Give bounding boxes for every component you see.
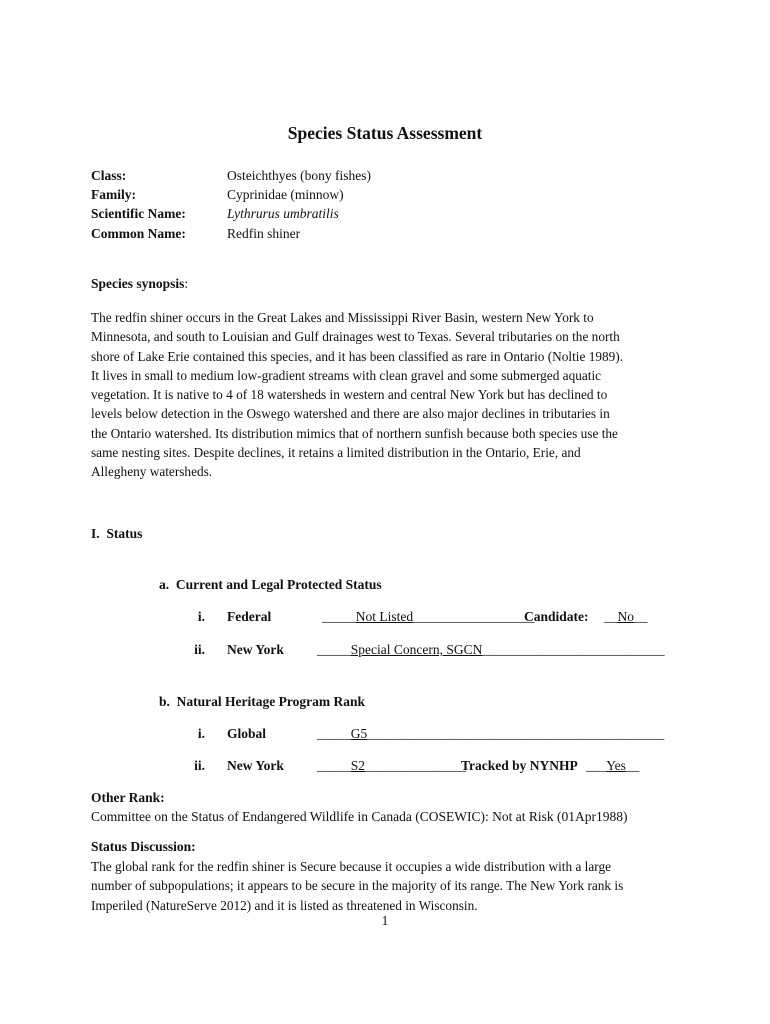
roman-numeral: ii. [194, 758, 205, 773]
section-title: Status [106, 526, 143, 541]
new-york-rank-value: S2 [350, 758, 366, 773]
page-title: Species Status Assessment [287, 123, 483, 143]
paragraph-line: It lives in small to medium low-gradient streams with clean gravel and some submerged aquatic [91, 367, 602, 383]
blank-line: __ [634, 609, 648, 624]
subsection-letter: a. [159, 577, 170, 592]
blank-line: ____________________________________________ [367, 726, 665, 741]
fact-value: Osteichthyes (bony fishes) [227, 168, 371, 183]
section-number: I. [91, 526, 100, 541]
synopsis-heading [91, 276, 188, 292]
new-york-rank-field [317, 758, 466, 774]
blank-line: __ [625, 758, 640, 773]
paragraph-line: vegetation. It is native to 4 of 18 watersheds in western and central New York but has declined to [91, 387, 608, 403]
candidate-value: No [617, 609, 634, 624]
status-discussion-paragraph [91, 857, 691, 915]
paragraph-line: shore of Lake Erie contained this species, and it has been classified as rare in Ontario (Noltie 1989). [91, 348, 624, 364]
new-york-label: New York [227, 642, 284, 657]
blank-line: _____ [322, 609, 356, 624]
global-label: Global [227, 726, 267, 741]
blank-line: _______________ [365, 758, 467, 773]
subsection-title: Current and Legal Protected Status [175, 577, 382, 592]
status-discussion-heading: Status Discussion: [91, 839, 196, 854]
paragraph-line: The global rank for the redfin shiner is Secure because it occupies a wide distribution with a large [91, 859, 612, 874]
tracked-label: Tracked by NYNHP [461, 758, 578, 773]
global-rank-field [317, 726, 664, 742]
blank-line: __ [604, 609, 618, 624]
subsection-b-heading [159, 694, 365, 710]
blank-line: _____ [317, 758, 351, 773]
fact-label: Scientific Name: [91, 206, 186, 221]
page-number: 1 [381, 913, 389, 928]
fact-value: Cyprinidae (minnow) [227, 187, 344, 202]
roman-numeral: i. [197, 609, 205, 624]
fact-label: Common Name: [91, 226, 186, 241]
fact-value: Redfin shiner [227, 226, 301, 241]
paragraph-line: The redfin shiner occurs in the Great Lakes and Mississippi River Basin, western New York to [91, 310, 594, 325]
paragraph-line: Allegheny watersheds. [91, 464, 213, 480]
subsection-title: Natural Heritage Program Rank [176, 694, 365, 709]
roman-numeral: i. [197, 726, 205, 741]
roman-numeral: ii. [194, 642, 205, 657]
status-section-heading [91, 526, 142, 542]
tracked-value: Yes [606, 758, 626, 773]
federal-status-field [322, 609, 535, 625]
candidate-label: Candidate: [524, 609, 589, 624]
paragraph-line: the Ontario watershed. Its distribution mimics that of northern sunfish because both species use the [91, 425, 618, 441]
blank-line: _____ [317, 642, 351, 657]
blank-line: _____ [317, 726, 351, 741]
paragraph-line: same nesting sites. Despite declines, it retains a limited distribution in the Ontario, Erie, and [91, 445, 581, 461]
federal-label: Federal [227, 609, 272, 624]
federal-status-value: Not Listed [355, 609, 414, 624]
subsection-letter: b. [159, 694, 170, 709]
fact-label: Class: [91, 168, 127, 183]
paragraph-line: Imperiled (NatureServe 2012) and it is listed as threatened in Wisconsin. [91, 897, 478, 913]
other-rank-heading: Other Rank: [91, 790, 165, 805]
paragraph-line: Minnesota, and south to Louisian and Gulf drainages west to Texas. Several tributaries on the north [91, 329, 620, 345]
new-york-status-field [317, 642, 665, 658]
new-york-status-value: Special Concern, SGCN [350, 642, 483, 657]
paragraph-line: number of subpopulations; it appears to be secure in the majority of its range. The New York rank is [91, 878, 624, 894]
other-rank-text: Committee on the Status of Endangered Wildlife in Canada (COSEWIC): Not at Risk (01Apr1988) [91, 809, 628, 824]
blank-line: __________________ [413, 609, 535, 624]
global-rank-value: G5 [350, 726, 368, 741]
blank-line: ___________________________ [482, 642, 665, 657]
tracked-field [586, 758, 639, 774]
synopsis-heading-colon: : [184, 276, 189, 291]
fact-label: Family: [91, 187, 136, 202]
subsection-a-heading [159, 577, 382, 593]
paragraph-line: levels below detection in the Oswego watershed and there are also major declines in tributaries in [91, 406, 610, 422]
synopsis-heading-label: Species synopsis [91, 276, 185, 291]
blank-line: ___ [586, 758, 607, 773]
synopsis-paragraph [91, 308, 691, 482]
fact-value: Lythrurus umbratilis [227, 206, 339, 221]
new-york-rank-label: New York [227, 758, 284, 773]
candidate-field [604, 609, 648, 625]
